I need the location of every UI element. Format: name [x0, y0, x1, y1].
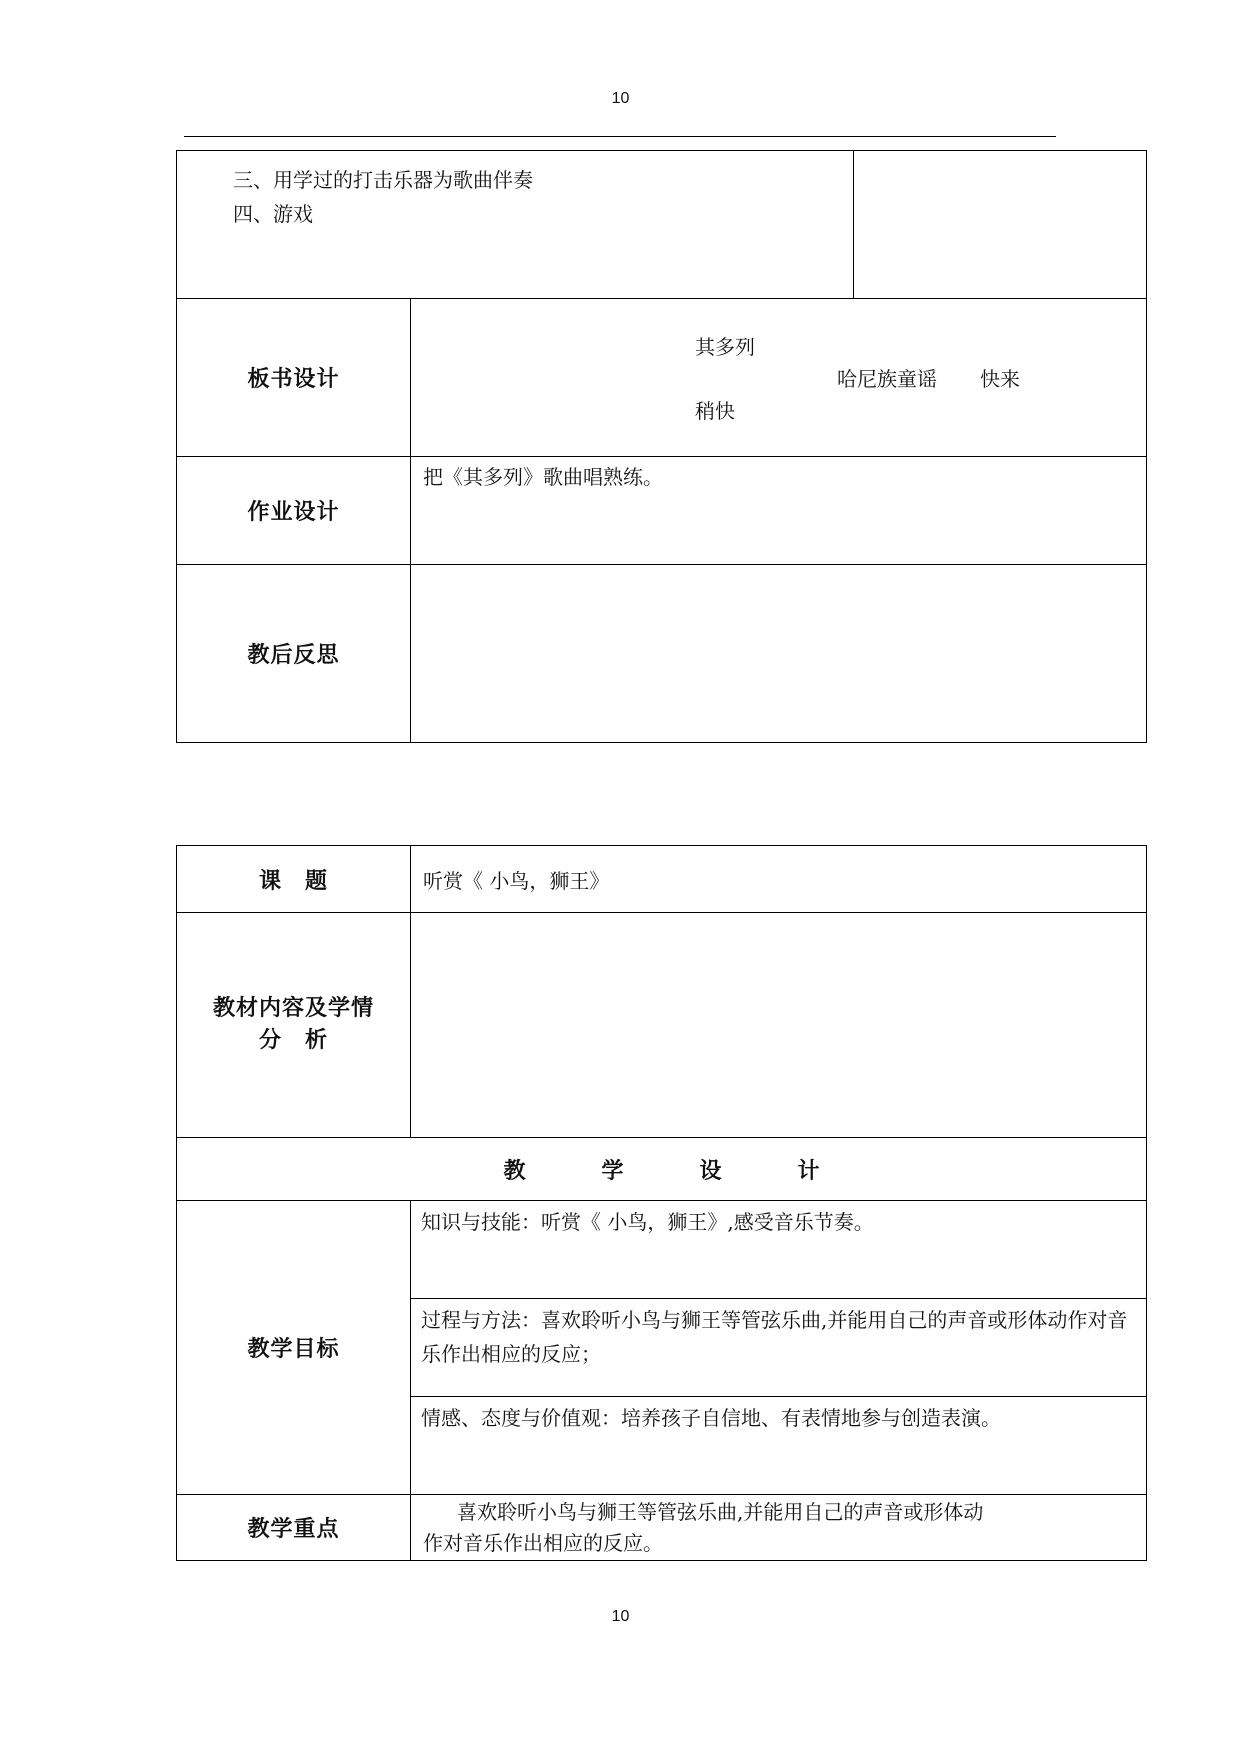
reflection-cell: [411, 565, 1147, 743]
header-rule: [184, 136, 1056, 137]
homework-text: 把《其多列》歌曲唱熟练。: [423, 465, 663, 489]
continued-steps-cell: [177, 151, 854, 299]
board-song-origin: 哈尼族童谣: [837, 367, 937, 391]
heading-char-4: 计: [797, 1158, 820, 1184]
analysis-label: [177, 913, 411, 1138]
board-tempo-fast: 快来: [980, 367, 1020, 391]
topic-value: 听赏《 小鸟，狮王》: [423, 868, 610, 893]
page-number-bottom: 10: [611, 1608, 630, 1625]
step-four: 四、游戏: [233, 202, 313, 226]
board-song-title: 其多列: [695, 335, 755, 359]
board-tempo-slightly-fast: 稍快: [695, 399, 735, 423]
objective-knowledge-cell: [411, 1201, 1147, 1299]
homework-label: 作业设计: [177, 457, 411, 565]
lesson-table-listening: [176, 845, 1147, 1561]
key-point-line2: 作对音乐作出相应的反应。: [423, 1531, 663, 1555]
objective-process: 过程与方法：喜欢聆听小鸟与狮王等管弦乐曲,并能用自己的声音或形体动作对音乐作出相应的反应；: [421, 1308, 1128, 1366]
key-point-cell: [411, 1495, 1147, 1561]
topic-cell: [411, 846, 1147, 913]
reflection-label: 教后反思: [177, 565, 411, 743]
topic-label: 课 题: [177, 846, 411, 913]
objective-emotion: 情感、态度与价值观：培养孩子自信地、有表情地参与创造表演。: [421, 1406, 1001, 1430]
heading-char-2: 学: [601, 1158, 624, 1184]
key-point-label: 教学重点: [177, 1495, 411, 1561]
objectives-label: 教学目标: [177, 1201, 411, 1495]
teaching-design-heading: [177, 1138, 1147, 1201]
page-number-top: 10: [611, 90, 630, 107]
objective-knowledge: 知识与技能：听赏《 小鸟，狮王》,感受音乐节奏。: [421, 1210, 874, 1234]
objective-emotion-cell: [411, 1397, 1147, 1495]
homework-cell: [411, 457, 1147, 565]
key-point-line1: 喜欢聆听小鸟与狮王等管弦乐曲,并能用自己的声音或形体动: [457, 1500, 984, 1524]
objective-process-cell: [411, 1299, 1147, 1397]
board-design-label: 板书设计: [177, 299, 411, 457]
heading-char-3: 设: [699, 1158, 722, 1184]
heading-char-1: 教: [503, 1158, 526, 1184]
analysis-label-line2: 分 析: [258, 1028, 328, 1053]
lesson-table-continued: [176, 150, 1147, 743]
analysis-label-line1: 教材内容及学情: [212, 996, 374, 1021]
notes-cell: [854, 151, 1147, 299]
analysis-cell: [411, 913, 1147, 1138]
step-three: 三、用学过的打击乐器为歌曲伴奏: [233, 168, 533, 192]
board-design-cell: [411, 299, 1147, 457]
